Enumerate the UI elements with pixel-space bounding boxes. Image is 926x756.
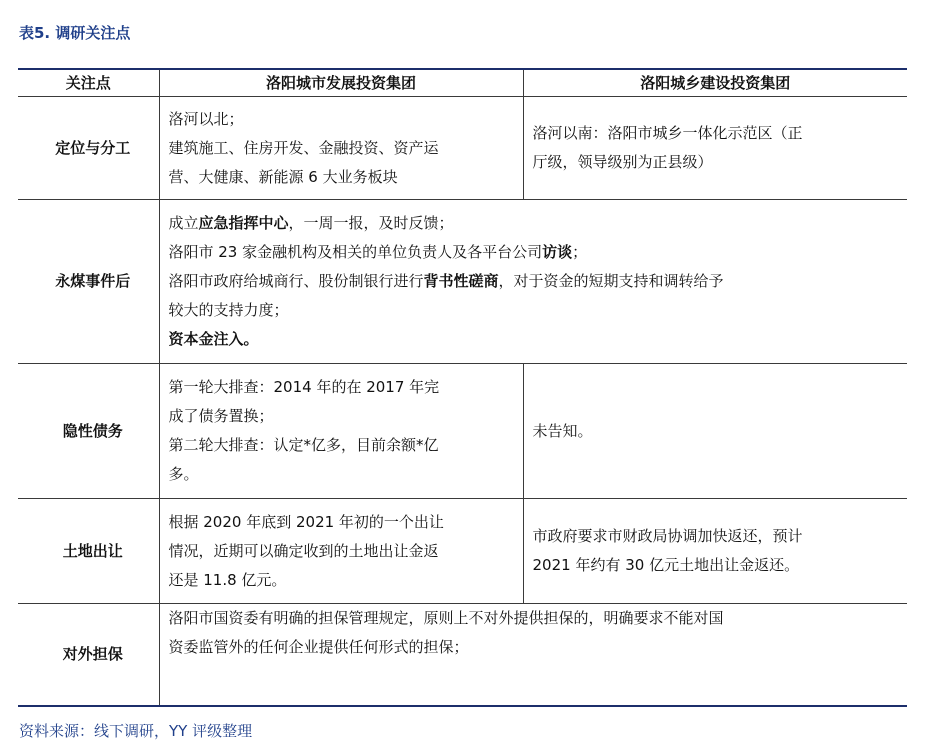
- row-key-hidden-debt: 隐性债务: [18, 364, 159, 499]
- cell-line: 建筑施工、住房开发、金融投资、资产运: [168, 138, 439, 157]
- positioning-urban-rural: [523, 97, 907, 200]
- guarantee-content: [159, 604, 907, 706]
- yongmei-content: [159, 200, 907, 364]
- emphasis-text: 访谈: [542, 243, 573, 261]
- cell-line: [169, 238, 908, 267]
- emphasis-text: 应急指挥中心: [198, 214, 289, 232]
- table-title: 表5. 调研关注点: [19, 24, 131, 42]
- cell-line: 情况，近期可以确定收到的土地出让金返: [168, 541, 439, 560]
- table-row: [18, 97, 907, 200]
- text-span: ，一周一报，及时反馈；: [288, 214, 454, 232]
- text-span: 成立: [168, 214, 199, 232]
- text-span: 洛阳市 23 家金融机构及相关的单位负责人及各平台公司: [168, 243, 543, 261]
- table-row: [18, 200, 907, 364]
- land-urban-rural: [523, 499, 907, 604]
- cell-line: 洛河以南：洛阳市城乡一体化示范区（正: [532, 124, 803, 142]
- positioning-city-dev: [159, 97, 523, 200]
- cell-line: 厅级，领导级别为正县级）: [532, 153, 713, 171]
- emphasis-text: 背书性磋商: [423, 272, 499, 290]
- cell-line: 洛河以北；: [168, 109, 244, 128]
- table-row: [18, 604, 907, 706]
- header-city-dev-group: 洛阳城市发展投资集团: [159, 69, 523, 97]
- cell-line: 第一轮大排查：2014 年的在 2017 年完: [168, 378, 440, 396]
- text-span: ；: [572, 243, 588, 261]
- research-focus-table: [18, 68, 907, 707]
- hidden-debt-urban-rural: 未告知。: [523, 364, 907, 499]
- table-row: [18, 364, 907, 499]
- header-urban-rural-group: 洛阳城乡建设投资集团: [523, 69, 907, 97]
- row-key-guarantee: 对外担保: [18, 604, 159, 706]
- cell-line: 市政府要求市财政局协调加快返还，预计: [532, 527, 803, 545]
- cell-line: 成了债务置换；: [168, 407, 274, 425]
- source-note: 资料来源：线下调研，YY 评级整理: [19, 722, 253, 740]
- row-key-yongmei: 永煤事件后: [18, 200, 159, 364]
- text-span: 洛阳市政府给城商行、股份制银行进行: [168, 272, 424, 290]
- cell-line: 还是 11.8 亿元。: [168, 570, 287, 589]
- cell-line: 资委监管外的任何企业提供任何形式的担保；: [168, 638, 469, 656]
- cell-line: 营、大健康、新能源 6 大业务板块: [168, 167, 398, 186]
- cell-line: 多。: [168, 465, 199, 483]
- cell-line: [169, 267, 908, 296]
- cell-line: 根据 2020 年底到 2021 年初的一个出让: [168, 512, 444, 531]
- header-focus: 关注点: [18, 69, 159, 97]
- cell-line: 第二轮大排查：认定*亿多，目前余额*亿: [168, 436, 439, 454]
- text-span: ，对于资金的短期支持和调转给予: [498, 272, 724, 290]
- cell-line: [169, 209, 908, 238]
- cell-line: 2021 年约有 30 亿元土地出让金返还。: [532, 556, 800, 574]
- table-row: [18, 499, 907, 604]
- row-key-land: 土地出让: [18, 499, 159, 604]
- hidden-debt-city-dev: [159, 364, 523, 499]
- row-key-positioning: 定位与分工: [18, 97, 159, 200]
- table-header-row: [18, 69, 907, 97]
- cell-line: 较大的支持力度；: [168, 301, 289, 319]
- cell-line: 洛阳市国资委有明确的担保管理规定，原则上不对外提供担保的，明确要求不能对国: [168, 609, 724, 627]
- land-city-dev: [159, 499, 523, 604]
- emphasis-text: 资本金注入。: [168, 330, 259, 348]
